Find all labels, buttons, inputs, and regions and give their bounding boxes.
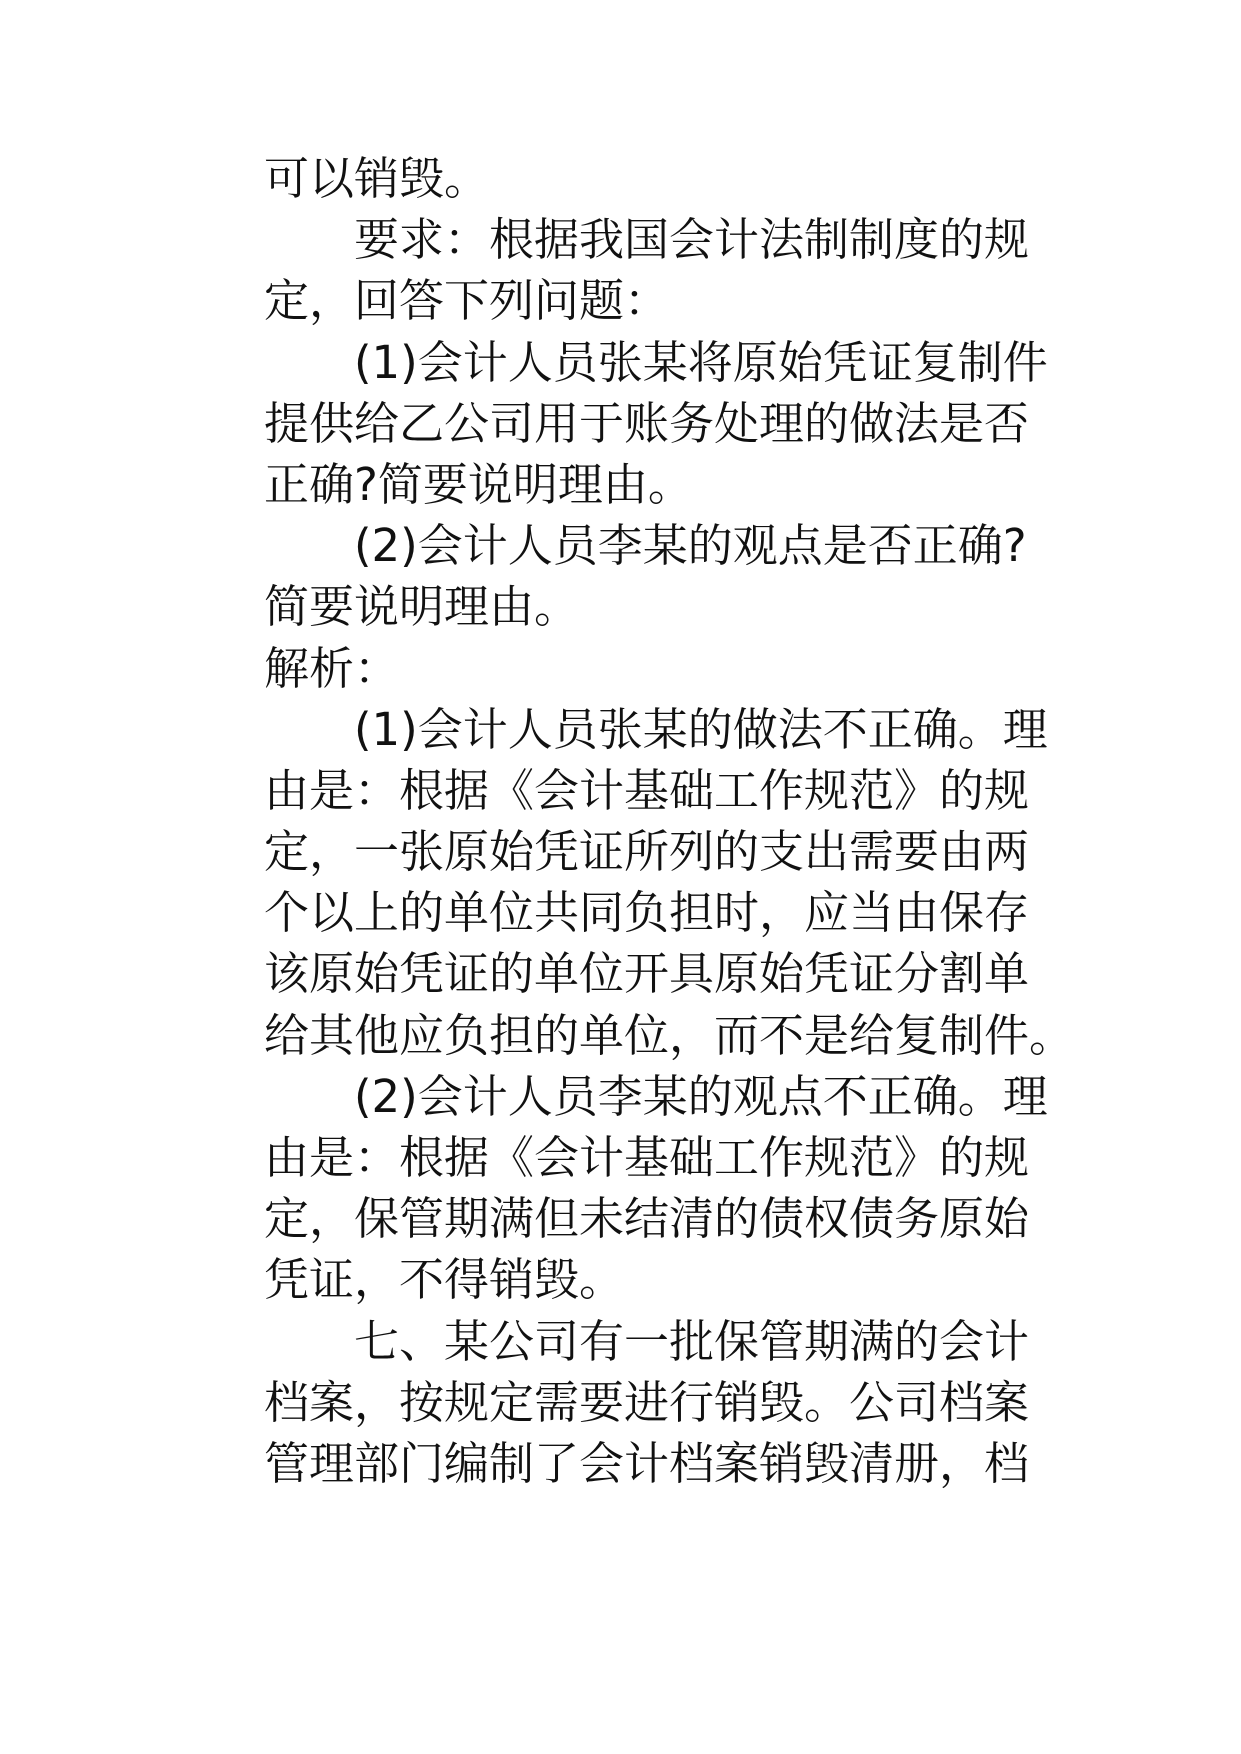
text-line: 凭证，不得销毁。 (264, 1253, 625, 1307)
text-line: 个以上的单位共同负担时，应当由保存 (264, 886, 1030, 940)
text-line: 简要说明理由。 (264, 580, 580, 634)
text-line: 提供给乙公司用于账务处理的做法是否 (264, 396, 1030, 450)
text-line: 定，一张原始凭证所列的支出需要由两 (264, 825, 1030, 879)
text-line: 解析： (264, 641, 400, 695)
text-line: 由是：根据《会计基础工作规范》的规 (264, 763, 1030, 817)
text-line: (1)会计人员张某的做法不正确。理 (354, 702, 1048, 756)
text-line: 该原始凭证的单位开具原始凭证分割单 (264, 947, 1030, 1001)
text-line: (2)会计人员李某的观点是否正确? (354, 519, 1027, 573)
text-line: 由是：根据《会计基础工作规范》的规 (264, 1131, 1030, 1184)
text-line: 正确?简要说明理由。 (264, 457, 693, 511)
document-text-body (264, 148, 1075, 1494)
text-line: 要求：根据我国会计法制制度的规 (354, 213, 1030, 267)
text-line: 定，保管期满但未结清的债权债务原始 (264, 1192, 1030, 1246)
text-line: (1)会计人员张某将原始凭证复制件 (354, 335, 1048, 389)
text-line: 可以销毁。 (264, 152, 490, 205)
text-line: 管理部门编制了会计档案销毁清册，档 (264, 1436, 1030, 1490)
text-line: (2)会计人员李某的观点不正确。理 (354, 1069, 1048, 1123)
text-line: 定，回答下列问题： (264, 274, 670, 328)
text-line: 档案，按规定需要进行销毁。公司档案 (264, 1375, 1030, 1429)
text-line: 给其他应负担的单位，而不是给复制件。 (264, 1008, 1075, 1062)
text-line: 七、某公司有一批保管期满的会计 (354, 1314, 1030, 1368)
